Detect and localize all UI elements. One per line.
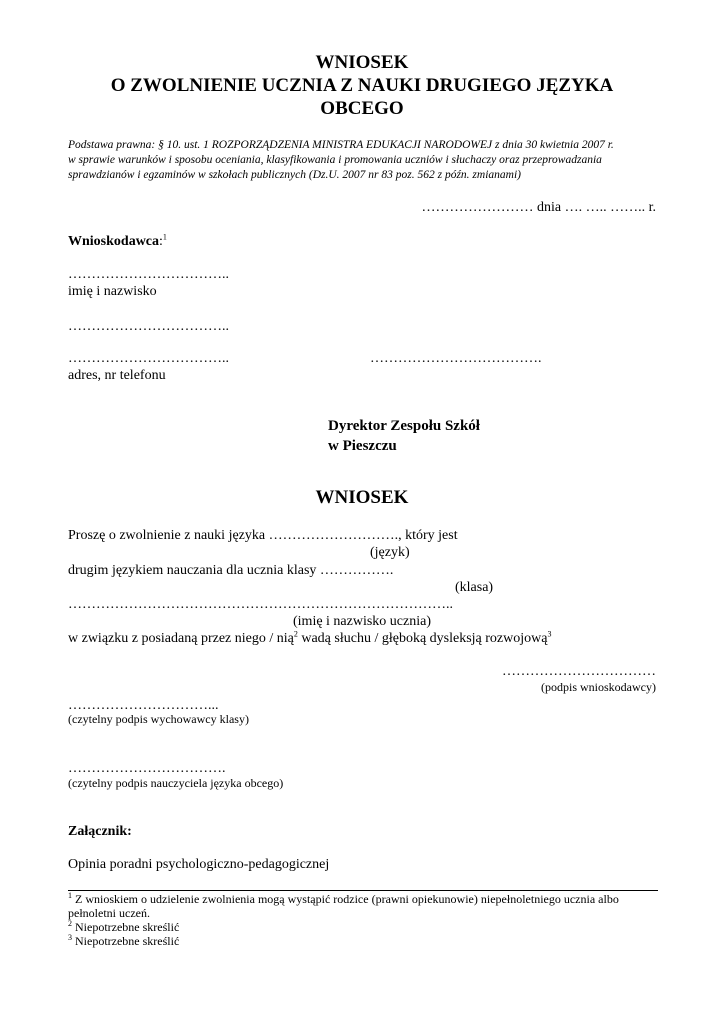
caption-class: (klasa) bbox=[455, 580, 494, 595]
footnote-1-number: 1 bbox=[68, 891, 72, 900]
applicant-signature-caption: (podpis wnioskodawcy) bbox=[541, 680, 656, 694]
language-teacher-signature-dots: ……………………………. bbox=[68, 761, 226, 776]
attachment-text: Opinia poradni psychologiczno-pedagogicznej bbox=[68, 857, 330, 872]
legal-basis-line-3: sprawdzianów i egzaminów w szkołach publicznych (Dz.U. 2007 nr 83 poz. 562 z późn. zmianami) bbox=[68, 169, 521, 181]
applicant-address-caption: adres, nr telefonu bbox=[68, 368, 166, 383]
request-line-4-part-2: wadą słuchu / głęboką dysleksją rozwojową bbox=[297, 631, 548, 646]
caption-student: (imię i nazwisko ucznia) bbox=[293, 614, 432, 629]
request-line-1: Proszę o zwolnienie z nauki języka ………………………., który jest bbox=[68, 528, 458, 543]
teacher-signature-caption: (czytelny podpis wychowawcy klasy) bbox=[68, 712, 249, 726]
attachment-label: Załącznik: bbox=[68, 824, 132, 839]
recipient-line-1: Dyrektor Zespołu Szkół bbox=[328, 418, 480, 434]
footnote-2-number: 2 bbox=[68, 919, 72, 928]
footnote-2-text: Niepotrzebne skreślić bbox=[72, 920, 180, 934]
footnote-3-text: Niepotrzebne skreślić bbox=[72, 934, 180, 948]
date-line: …………………… dnia …. ….. …….. r. bbox=[421, 200, 656, 215]
footnote-1-text: Z wnioskiem o udzielenie zwolnienia mogą wystąpić rodzice (prawni opiekunowie) niepełnoletniego ucznia albo pełnoletni uczeń. bbox=[68, 892, 619, 920]
applicant-label-colon: : bbox=[159, 234, 163, 249]
legal-basis-line-2: w sprawie warunków i sposobu oceniania, klasyfikowania i promowania uczniów i słuchaczy oraz przeprowadzania bbox=[68, 154, 602, 166]
footnote-1 bbox=[68, 892, 658, 920]
request-line-2: drugim językiem nauczania dla ucznia klasy ……………. bbox=[68, 563, 394, 578]
applicant-address-dots-2: …………………………….. bbox=[68, 351, 229, 366]
applicant-signature-dots: …………………………… bbox=[502, 664, 656, 679]
document-title-line-1: WNIOSEK bbox=[315, 52, 409, 73]
footnote-ref-2: 2 bbox=[293, 629, 298, 639]
footnote-separator bbox=[68, 890, 658, 891]
caption-language: (język) bbox=[370, 545, 410, 560]
footnote-2 bbox=[68, 920, 658, 934]
footnote-ref-3: 3 bbox=[547, 629, 552, 639]
applicant-name-caption: imię i nazwisko bbox=[68, 284, 157, 299]
document-title-line-2: O ZWOLNIENIE UCZNIA Z NAUKI DRUGIEGO JĘZYKA bbox=[110, 75, 614, 96]
footnote-ref-1: 1 bbox=[162, 232, 167, 242]
applicant-label bbox=[68, 233, 167, 250]
request-student-dots: ……………………………………………………………………….. bbox=[68, 597, 453, 612]
applicant-name-dots: …………………………….. bbox=[68, 267, 229, 282]
request-line-4-part-1: w związku z posiadaną przez niego / nią bbox=[68, 631, 294, 646]
request-heading: WNIOSEK bbox=[315, 487, 409, 508]
legal-basis-line-1: Podstawa prawna: § 10. ust. 1 ROZPORZĄDZENIA MINISTRA EDUKACJI NARODOWEJ z dnia 30 kwietnia 2007 r. bbox=[68, 139, 614, 151]
recipient-line-2: w Pieszczu bbox=[328, 438, 397, 454]
applicant-phone-dots: ………………………………. bbox=[370, 351, 542, 366]
request-line-4 bbox=[68, 630, 551, 647]
language-teacher-signature-caption: (czytelny podpis nauczyciela języka obcego) bbox=[68, 776, 284, 790]
document-title-line-3: OBCEGO bbox=[320, 98, 404, 119]
footnote-3-number: 3 bbox=[68, 933, 72, 942]
applicant-address-dots-1: …………………………….. bbox=[68, 319, 229, 334]
applicant-label-text: Wnioskodawca bbox=[68, 234, 160, 249]
teacher-signature-dots: …………………………... bbox=[68, 698, 219, 713]
footnote-3 bbox=[68, 934, 658, 948]
